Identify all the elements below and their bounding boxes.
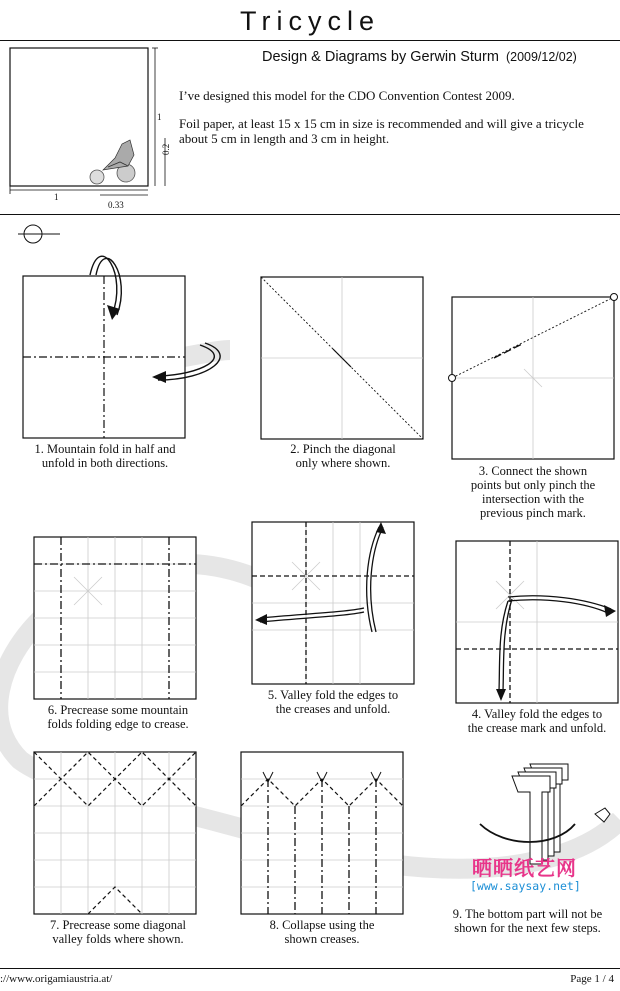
watermark-chinese: 晒晒纸艺网 <box>472 856 577 880</box>
design-credit <box>262 49 577 65</box>
step-4-diagram <box>456 541 620 711</box>
dimension-bottom: 1 <box>54 192 59 202</box>
section-rule <box>0 214 620 215</box>
step-5-line-2: the creases and unfold. <box>275 702 391 716</box>
step-2-line-2: only where shown. <box>295 456 391 470</box>
dimension-side: 1 <box>157 112 162 122</box>
step-6-line-2: folds folding edge to crease. <box>47 717 189 731</box>
step-5-line-1: 5. Valley fold the edges to <box>267 688 399 702</box>
footer-rule <box>0 968 620 969</box>
footer-url-link[interactable]: ://www.origamiaustria.at/ <box>0 973 113 985</box>
step-1-caption <box>10 442 200 470</box>
step-3-caption <box>452 464 614 520</box>
step-3-line-4: previous pinch mark. <box>480 506 586 520</box>
step-4-line-2: the crease mark and unfold. <box>467 721 607 735</box>
intro-paragraph-2: Foil paper, at least 15 x 15 cm in size is recommended and will give a tricycle about 5 cm in length and 3 cm in height. <box>179 116 584 146</box>
step-7-diagram <box>34 752 204 922</box>
step-3-line-2: points but only pinch the <box>470 478 596 492</box>
step-3-diagram <box>452 297 620 467</box>
step-4-line-1: 4. Valley fold the edges to <box>471 707 603 721</box>
page-title: Tricycle <box>240 6 380 36</box>
step-5-caption <box>243 688 423 716</box>
step-3-line-1: 3. Connect the shown <box>478 464 588 478</box>
step-5-diagram <box>252 522 452 692</box>
step-6-line-1: 6. Precrease some mountain <box>47 703 189 717</box>
step-9-line-1: 9. The bottom part will not be <box>452 907 603 921</box>
step-9-caption <box>435 907 620 935</box>
step-1-line-2: unfold in both directions. <box>41 456 169 470</box>
step-8-line-1: 8. Collapse using the <box>269 918 375 932</box>
step-9-line-2: shown for the next few steps. <box>454 921 601 935</box>
credit-text: Design & Diagrams by Gerwin Sturm <box>262 49 499 65</box>
dimension-height: 0.2 <box>161 143 171 155</box>
dimension-width: 0.33 <box>108 200 124 210</box>
step-6-caption <box>28 703 208 731</box>
step-4-caption <box>454 707 620 735</box>
step-2-caption <box>258 442 428 470</box>
intro-paragraph-1: I’ve designed this model for the CDO Convention Contest 2009. <box>179 88 515 103</box>
step-3-line-3: intersection with the <box>481 492 585 506</box>
step-2-line-1: 2. Pinch the diagonal <box>290 442 396 456</box>
step-1-line-1: 1. Mountain fold in half and <box>34 442 176 456</box>
step-8-line-2: shown creases. <box>284 932 360 946</box>
step-7-caption <box>28 918 208 946</box>
step-8-caption <box>235 918 409 946</box>
page-number: Page 1 / 4 <box>570 973 614 985</box>
step-2-diagram <box>261 277 431 447</box>
paper-size-diagram <box>0 40 170 210</box>
credit-date: (2009/12/02) <box>505 50 577 64</box>
step-6-diagram <box>34 537 204 707</box>
step-8-diagram <box>241 752 411 922</box>
step-7-line-1: 7. Precrease some diagonal <box>49 918 187 932</box>
step-7-line-2: valley folds where shown. <box>52 932 184 946</box>
watermark-url: [www.saysay.net] <box>470 879 581 893</box>
step-1-diagram <box>0 235 220 415</box>
